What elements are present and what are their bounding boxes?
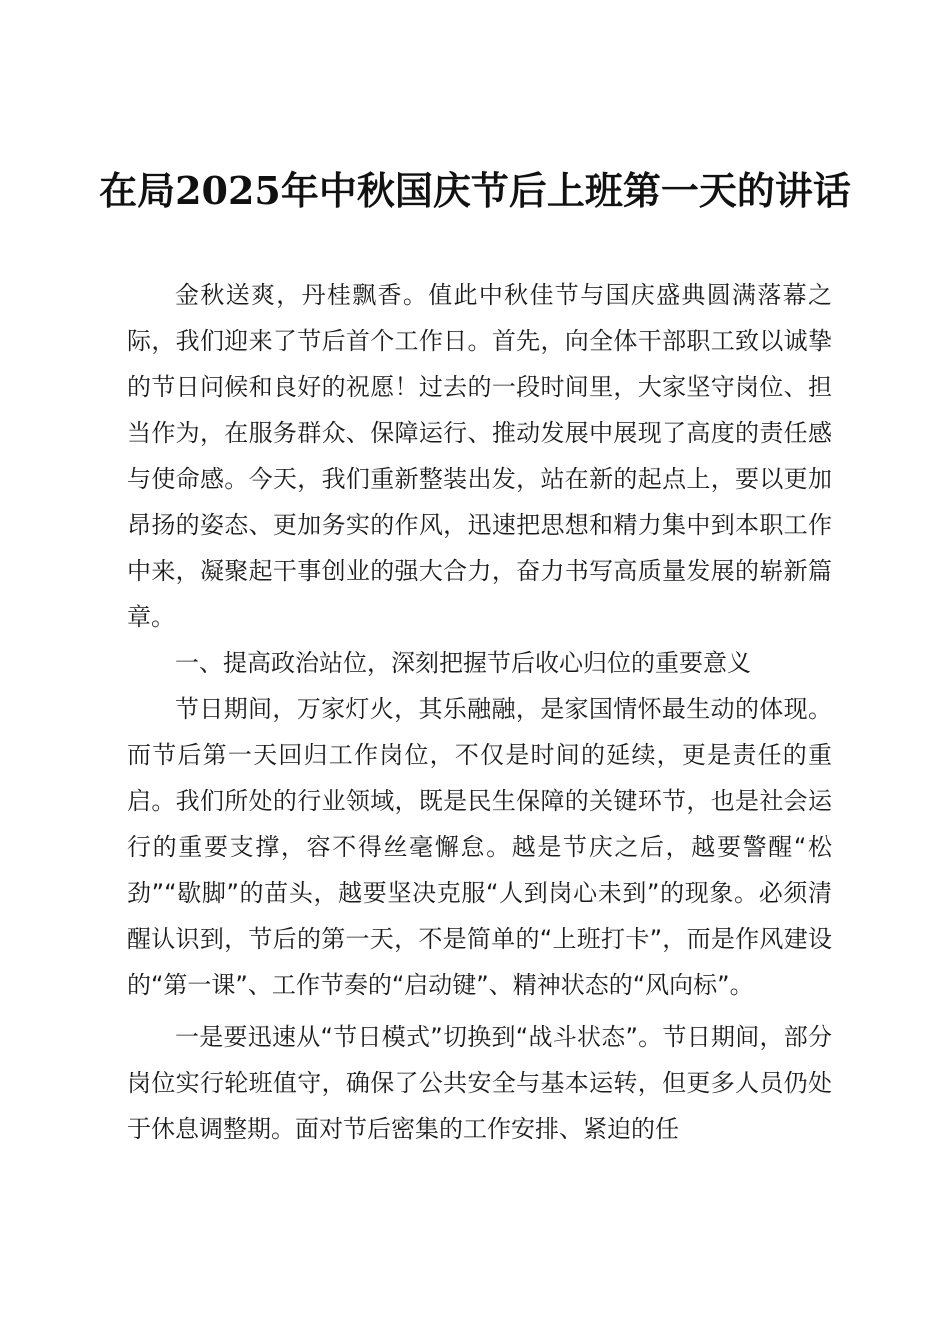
intro-paragraph: 金秋送爽，丹桂飘香。值此中秋佳节与国庆盛典圆满落幕之际，我们迎来了节后首个工作日。首先，向全体干部职工致以诚挚的节日问候和良好的祝愿！过去的一段时间里，大家坚守岗位、担当作为，在服务群众、保障运行、推动发展中展现了高度的责任感与使命感。今天，我们重新整装出发，站在新的起点上，要以更加昂扬的姿态、更加务实的作风，迅速把思想和精力集中到本职工作中来，凝聚起干事创业的强大合力，奋力书写高质量发展的崭新篇章。 [127, 281, 832, 631]
section-heading: 一、提高政治站位，深刻把握节后收心归位的重要意义 [175, 649, 751, 677]
body-paragraph: 一是要迅速从“节日模式”切换到“战斗状态”。节日期间，部分岗位实行轮班值守，确保了公共安全与基本运转，但更多人员仍处于休息调整期。面对节后密集的工作安排、紧迫的任 [127, 1023, 832, 1143]
body-paragraph: 节日期间，万家灯火，其乐融融，是家国情怀最生动的体现。而节后第一天回归工作岗位，不仅是时间的延续，更是责任的重启。我们所处的行业领域，既是民生保障的关键环节，也是社会运行的重要支撑，容不得丝毫懈怠。越是节庆之后，越要警醒“松劲”“歇脚”的苗头，越要坚决克服“人到岗心未到”的现象。必须清醒认识到，节后的第一天，不是简单的“上班打卡”，而是作风建设的“第一课”、工作节奏的“启动键”、精神状态的“风向标”。 [127, 695, 832, 999]
document-title: 在局2025年中秋国庆节后上班第一天的讲话 [99, 168, 851, 213]
document-body [127, 272, 832, 1152]
